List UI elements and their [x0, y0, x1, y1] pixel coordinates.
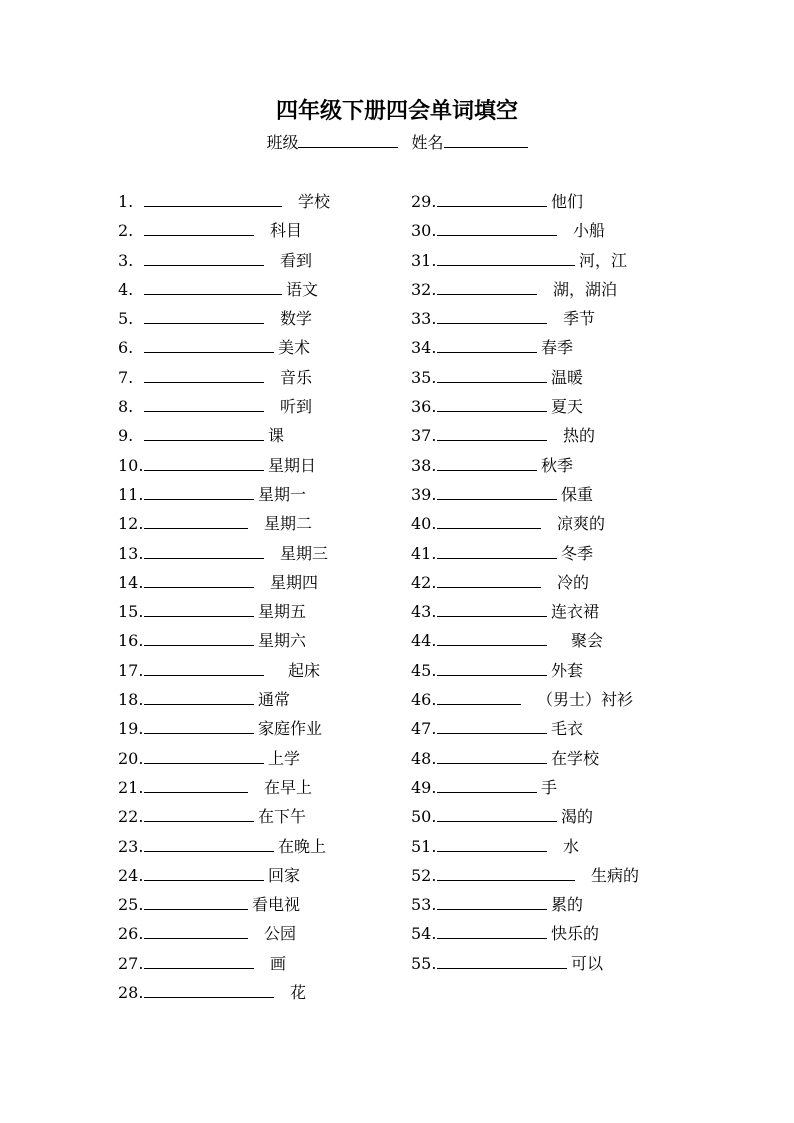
answer-blank[interactable]	[437, 657, 547, 676]
item-number: 42.	[411, 572, 437, 592]
fill-in-item	[411, 832, 639, 861]
fill-in-item	[118, 480, 330, 509]
chinese-meaning: 夏天	[551, 397, 584, 417]
answer-blank[interactable]	[144, 774, 248, 793]
answer-blank[interactable]	[144, 686, 254, 705]
item-number: 45.	[411, 660, 437, 680]
fill-in-item	[118, 333, 330, 362]
answer-blank[interactable]	[144, 950, 254, 969]
chinese-meaning: 学校	[298, 192, 331, 211]
fill-in-item	[411, 685, 639, 714]
fill-in-item	[411, 480, 639, 509]
chinese-meaning: 累的	[551, 895, 584, 915]
answer-blank[interactable]	[437, 950, 567, 969]
item-number: 17.	[118, 660, 144, 680]
chinese-meaning: 星期二	[264, 514, 313, 534]
fill-in-item	[118, 685, 330, 714]
answer-blank[interactable]	[437, 364, 547, 383]
chinese-meaning: 听到	[280, 397, 313, 417]
answer-blank[interactable]	[437, 745, 547, 764]
fill-in-item	[411, 568, 639, 597]
item-number: 36.	[411, 397, 437, 417]
answer-blank[interactable]	[437, 393, 547, 412]
item-number: 22.	[118, 807, 144, 827]
chinese-meaning: 温暖	[551, 367, 584, 387]
chinese-meaning: 小船	[573, 221, 606, 241]
answer-blank[interactable]	[144, 745, 264, 764]
answer-blank[interactable]	[144, 569, 254, 588]
chinese-meaning: （男士）衬衫	[537, 690, 634, 710]
fill-in-item	[118, 773, 330, 802]
item-number: 35.	[411, 367, 437, 387]
answer-blank[interactable]	[144, 481, 254, 500]
answer-blank[interactable]	[144, 803, 254, 822]
chinese-meaning: 花	[290, 983, 307, 1003]
chinese-meaning: 热的	[563, 426, 596, 446]
answer-blank[interactable]	[144, 422, 264, 441]
fill-in-item	[411, 246, 639, 275]
answer-blank[interactable]	[437, 510, 541, 529]
class-label: 班级	[266, 133, 299, 152]
chinese-meaning: 凉爽的	[557, 514, 606, 534]
answer-blank[interactable]	[144, 715, 254, 734]
chinese-meaning: 科目	[270, 221, 303, 241]
item-number: 55.	[411, 953, 437, 973]
fill-in-item	[118, 626, 330, 655]
item-number: 50.	[411, 807, 437, 827]
item-number: 29.	[411, 192, 437, 211]
item-number: 37.	[411, 426, 437, 446]
item-number: 16.	[118, 631, 144, 651]
fill-in-item	[118, 421, 330, 450]
fill-in-item	[118, 861, 330, 890]
fill-in-item	[411, 919, 639, 948]
chinese-meaning: 音乐	[280, 367, 313, 387]
fill-in-item	[411, 626, 639, 655]
item-number: 49.	[411, 777, 437, 797]
chinese-meaning: 在早上	[264, 777, 313, 797]
answer-blank[interactable]	[144, 334, 274, 353]
fill-in-item	[118, 509, 330, 538]
chinese-meaning: 快乐的	[551, 924, 600, 944]
item-number: 27.	[118, 953, 144, 973]
fill-in-item	[118, 832, 330, 861]
chinese-meaning: 他们	[551, 192, 584, 211]
item-number: 6.	[118, 338, 134, 358]
item-number: 10.	[118, 455, 144, 475]
chinese-meaning: 河，江	[579, 250, 628, 270]
item-number: 13.	[118, 543, 144, 563]
item-number: 31.	[411, 250, 437, 270]
fill-in-item	[118, 978, 330, 1007]
fill-in-item	[411, 275, 639, 304]
answer-blank[interactable]	[144, 657, 264, 676]
chinese-meaning: 保重	[561, 484, 594, 504]
item-number: 40.	[411, 514, 437, 534]
chinese-meaning: 可以	[571, 953, 604, 973]
item-number: 20.	[118, 748, 144, 768]
chinese-meaning: 外套	[551, 660, 584, 680]
item-number: 18.	[118, 690, 144, 710]
item-number: 7.	[118, 367, 134, 387]
item-number: 2.	[118, 221, 134, 241]
name-blank[interactable]	[444, 130, 528, 148]
item-number: 52.	[411, 865, 437, 885]
fill-in-item	[118, 919, 330, 948]
answer-blank[interactable]	[437, 891, 547, 910]
answer-blank[interactable]	[437, 833, 547, 852]
item-number: 47.	[411, 719, 437, 739]
answer-blank[interactable]	[144, 920, 248, 939]
chinese-meaning: 通常	[258, 690, 291, 710]
fill-in-item	[118, 890, 330, 919]
chinese-meaning: 上学	[268, 748, 301, 768]
chinese-meaning: 湖，湖泊	[553, 279, 618, 299]
chinese-meaning: 课	[268, 426, 285, 446]
fill-in-item	[118, 392, 330, 421]
answer-blank[interactable]	[437, 862, 575, 881]
chinese-meaning: 数学	[280, 309, 313, 329]
chinese-meaning: 毛衣	[551, 719, 584, 739]
chinese-meaning: 春季	[541, 338, 574, 358]
item-number: 3.	[118, 250, 134, 270]
answer-blank[interactable]	[437, 920, 547, 939]
answer-blank[interactable]	[144, 891, 248, 910]
item-number: 28.	[118, 983, 144, 1003]
chinese-meaning: 在下午	[258, 807, 307, 827]
chinese-meaning: 秋季	[541, 455, 574, 475]
chinese-meaning: 冬季	[561, 543, 594, 563]
fill-in-item	[411, 890, 639, 919]
fill-in-item	[411, 333, 639, 362]
item-number: 51.	[411, 836, 437, 856]
chinese-meaning: 连衣裙	[551, 602, 600, 622]
chinese-meaning: 渴的	[561, 807, 594, 827]
answer-blank[interactable]	[144, 393, 264, 412]
fill-in-item	[118, 363, 330, 392]
name-label: 姓名	[411, 133, 444, 152]
answer-blank[interactable]	[437, 334, 537, 353]
item-number: 32.	[411, 279, 437, 299]
answer-blank[interactable]	[144, 510, 248, 529]
item-number: 4.	[118, 279, 134, 299]
item-number: 43.	[411, 602, 437, 622]
answer-blank[interactable]	[437, 481, 557, 500]
answer-blank[interactable]	[144, 247, 264, 266]
item-number: 24.	[118, 865, 144, 885]
fill-in-item	[118, 949, 330, 978]
answer-blank[interactable]	[144, 862, 264, 881]
item-number: 54.	[411, 924, 437, 944]
fill-in-item	[118, 568, 330, 597]
item-number: 30.	[411, 221, 437, 241]
answer-blank[interactable]	[437, 247, 575, 266]
page-title: 四年级下册四会单词填空	[275, 98, 518, 124]
fill-in-item	[411, 187, 639, 216]
fill-in-item	[118, 714, 330, 743]
item-number: 8.	[118, 397, 134, 417]
answer-blank[interactable]	[437, 540, 557, 559]
answer-blank[interactable]	[144, 833, 274, 852]
answer-blank[interactable]	[437, 627, 547, 646]
fill-in-item	[118, 539, 330, 568]
item-number: 9.	[118, 426, 134, 446]
answer-blank[interactable]	[144, 276, 282, 295]
item-number: 21.	[118, 777, 144, 797]
left-column	[118, 187, 330, 1007]
item-number: 33.	[411, 309, 437, 329]
fill-in-item	[411, 714, 639, 743]
item-number: 48.	[411, 748, 437, 768]
chinese-meaning: 聚会	[571, 631, 604, 651]
answer-blank[interactable]	[437, 188, 547, 207]
item-number: 12.	[118, 514, 144, 534]
answer-blank[interactable]	[437, 715, 547, 734]
chinese-meaning: 星期四	[270, 572, 319, 592]
answer-blank[interactable]	[437, 452, 537, 471]
answer-blank[interactable]	[437, 217, 557, 236]
fill-in-item	[411, 421, 639, 450]
answer-blank[interactable]	[144, 540, 264, 559]
chinese-meaning: 语文	[286, 279, 319, 299]
item-number: 15.	[118, 602, 144, 622]
answer-blank[interactable]	[437, 276, 537, 295]
answer-blank[interactable]	[437, 774, 537, 793]
chinese-meaning: 在学校	[551, 748, 600, 768]
chinese-meaning: 在晚上	[278, 836, 327, 856]
answer-blank[interactable]	[437, 598, 547, 617]
answer-blank[interactable]	[144, 364, 264, 383]
fill-in-item	[411, 744, 639, 773]
chinese-meaning: 起床	[288, 660, 321, 680]
item-number: 44.	[411, 631, 437, 651]
chinese-meaning: 星期一	[258, 484, 307, 504]
fill-in-item	[411, 451, 639, 480]
fill-in-item	[118, 187, 330, 216]
chinese-meaning: 看到	[280, 250, 313, 270]
chinese-meaning: 季节	[563, 309, 596, 329]
item-number: 26.	[118, 924, 144, 944]
answer-blank[interactable]	[437, 803, 557, 822]
answer-blank[interactable]	[144, 627, 254, 646]
item-number: 14.	[118, 572, 144, 592]
answer-blank[interactable]	[144, 979, 274, 998]
chinese-meaning: 星期三	[280, 543, 329, 563]
item-number: 25.	[118, 895, 144, 915]
name-field[interactable]	[412, 130, 528, 156]
answer-blank[interactable]	[144, 188, 282, 207]
chinese-meaning: 冷的	[557, 572, 590, 592]
item-number: 23.	[118, 836, 144, 856]
fill-in-item	[118, 246, 330, 275]
chinese-meaning: 画	[270, 953, 287, 973]
fill-in-item	[118, 304, 330, 333]
answer-blank[interactable]	[437, 569, 541, 588]
class-field[interactable]	[266, 130, 398, 156]
fill-in-item	[411, 304, 639, 333]
fill-in-item	[411, 802, 639, 831]
fill-in-item	[411, 656, 639, 685]
fill-in-item	[411, 861, 639, 890]
item-number: 5.	[118, 309, 134, 329]
answer-blank[interactable]	[437, 686, 521, 705]
header-fields	[0, 130, 794, 156]
fill-in-item	[411, 363, 639, 392]
chinese-meaning: 回家	[268, 865, 301, 885]
chinese-meaning: 星期六	[258, 631, 307, 651]
chinese-meaning: 美术	[278, 338, 311, 358]
chinese-meaning: 公园	[264, 924, 297, 944]
chinese-meaning: 看电视	[252, 895, 301, 915]
item-number: 41.	[411, 543, 437, 563]
answer-blank[interactable]	[437, 305, 547, 324]
fill-in-item	[118, 275, 330, 304]
answer-blank[interactable]	[437, 422, 547, 441]
fill-in-item	[118, 656, 330, 685]
item-number: 11.	[118, 484, 144, 504]
answer-blank[interactable]	[144, 452, 264, 471]
fill-in-item	[118, 451, 330, 480]
answer-blank[interactable]	[144, 598, 254, 617]
fill-in-item	[411, 773, 639, 802]
fill-in-item	[411, 597, 639, 626]
fill-in-item	[118, 802, 330, 831]
fill-in-item	[411, 509, 639, 538]
fill-in-item	[118, 216, 330, 245]
item-number: 46.	[411, 690, 437, 710]
item-number: 53.	[411, 895, 437, 915]
chinese-meaning: 手	[541, 777, 558, 797]
item-number: 38.	[411, 455, 437, 475]
item-number: 39.	[411, 484, 437, 504]
chinese-meaning: 家庭作业	[258, 719, 323, 739]
fill-in-item	[411, 216, 639, 245]
item-number: 1.	[118, 192, 134, 211]
chinese-meaning: 星期五	[258, 602, 307, 622]
right-column	[411, 187, 639, 978]
fill-in-item	[411, 949, 639, 978]
answer-blank[interactable]	[144, 217, 254, 236]
fill-in-item	[118, 597, 330, 626]
item-number: 19.	[118, 719, 144, 739]
answer-blank[interactable]	[144, 305, 264, 324]
chinese-meaning: 星期日	[268, 455, 317, 475]
fill-in-item	[411, 392, 639, 421]
fill-in-item	[118, 744, 330, 773]
item-number: 34.	[411, 338, 437, 358]
chinese-meaning: 水	[563, 836, 580, 856]
fill-in-item	[411, 539, 639, 568]
class-blank[interactable]	[298, 130, 398, 148]
chinese-meaning: 生病的	[591, 865, 640, 885]
